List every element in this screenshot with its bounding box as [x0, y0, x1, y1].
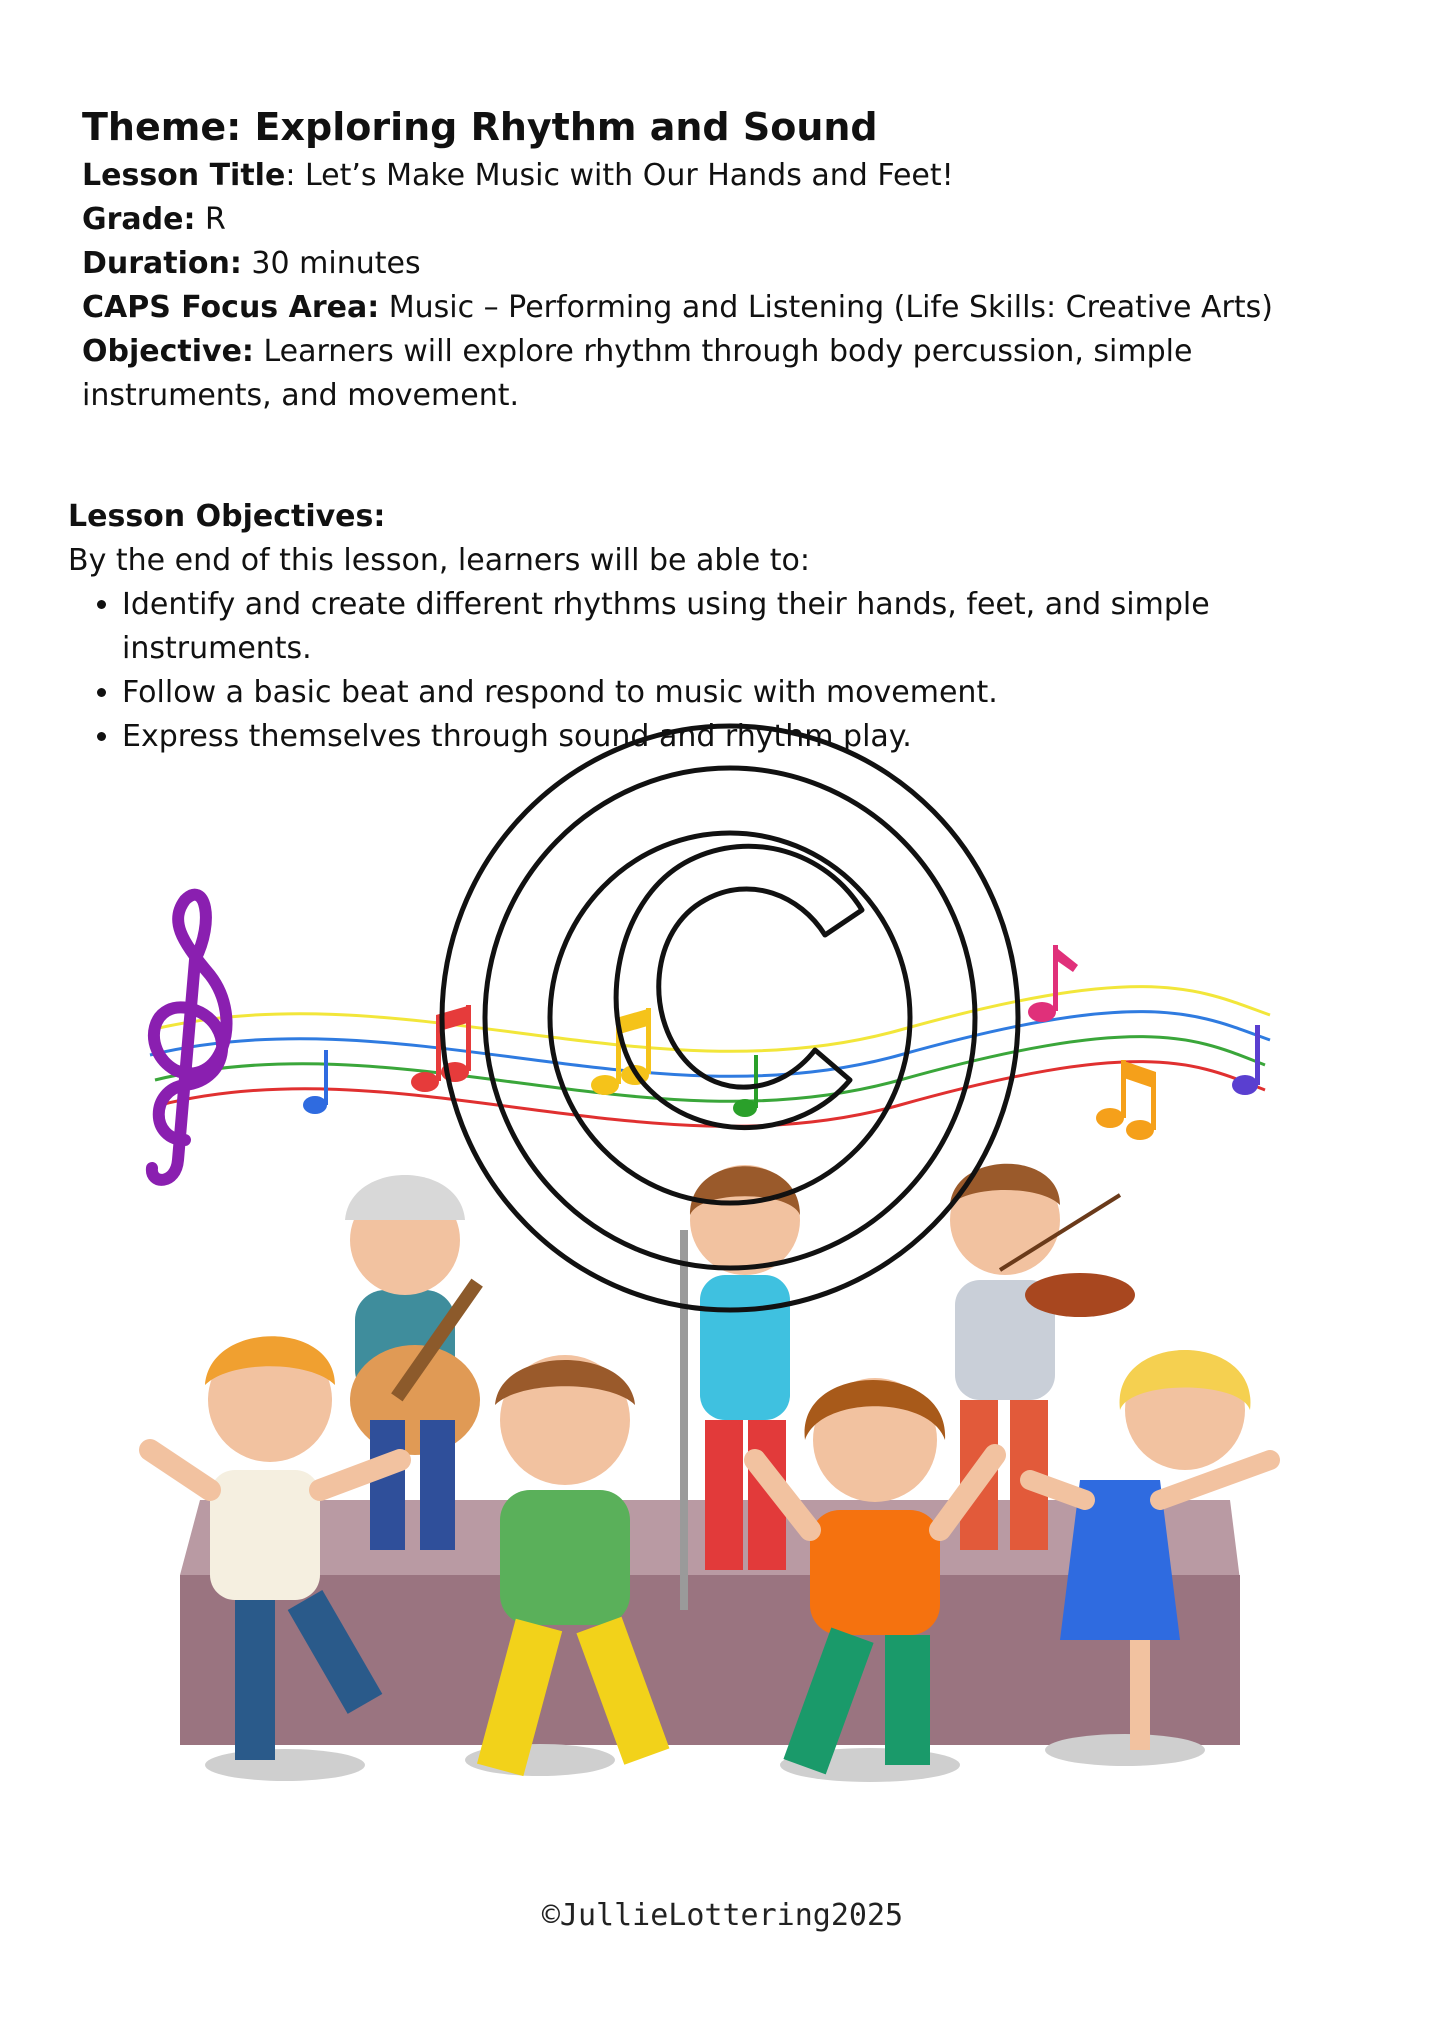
- grade-label: Grade:: [82, 202, 196, 237]
- objectives-list: [68, 583, 1338, 759]
- list-item: • Express themselves through sound and rhythm play.: [122, 715, 1338, 759]
- objectives-intro: By the end of this lesson, learners will be able to:: [68, 543, 810, 578]
- lesson-title-line: [82, 154, 1342, 198]
- theme-title: Theme: Exploring Rhythm and Sound: [82, 105, 878, 149]
- objective-line: [82, 330, 1342, 418]
- objectives-heading: Lesson Objectives:: [68, 499, 386, 534]
- duration-value: 30 minutes: [241, 246, 421, 281]
- list-item: • Follow a basic beat and respond to music with movement.: [122, 671, 1338, 715]
- objective-value: Learners will explore rhythm through body percussion, simple instruments, and movement.: [82, 334, 1193, 413]
- lesson-title-label: Lesson Title: [82, 158, 286, 193]
- copyright-footer: ©JullieLottering2025: [541, 1898, 904, 1933]
- grade-line: [82, 198, 1342, 242]
- music-kids-illustration: [0, 800, 1445, 1800]
- music-notes-icon: [303, 945, 1260, 1140]
- lesson-objectives: [68, 495, 1338, 759]
- caps-value: Music – Performing and Listening (Life Skills: Creative Arts): [379, 290, 1273, 325]
- objective-label: Objective:: [82, 334, 254, 369]
- treble-clef-icon: [152, 895, 227, 1180]
- grade-value: R: [195, 202, 226, 237]
- caps-label: CAPS Focus Area:: [82, 290, 380, 325]
- duration-line: [82, 242, 1342, 286]
- list-item: • Identify and create different rhythms using their hands, feet, and simple instruments.: [122, 583, 1338, 671]
- lesson-title-value: : Let’s Make Music with Our Hands and Feet!: [285, 158, 954, 193]
- duration-label: Duration:: [82, 246, 242, 281]
- caps-line: [82, 286, 1342, 330]
- lesson-header: [82, 102, 1342, 418]
- child-guitar: [345, 1175, 483, 1550]
